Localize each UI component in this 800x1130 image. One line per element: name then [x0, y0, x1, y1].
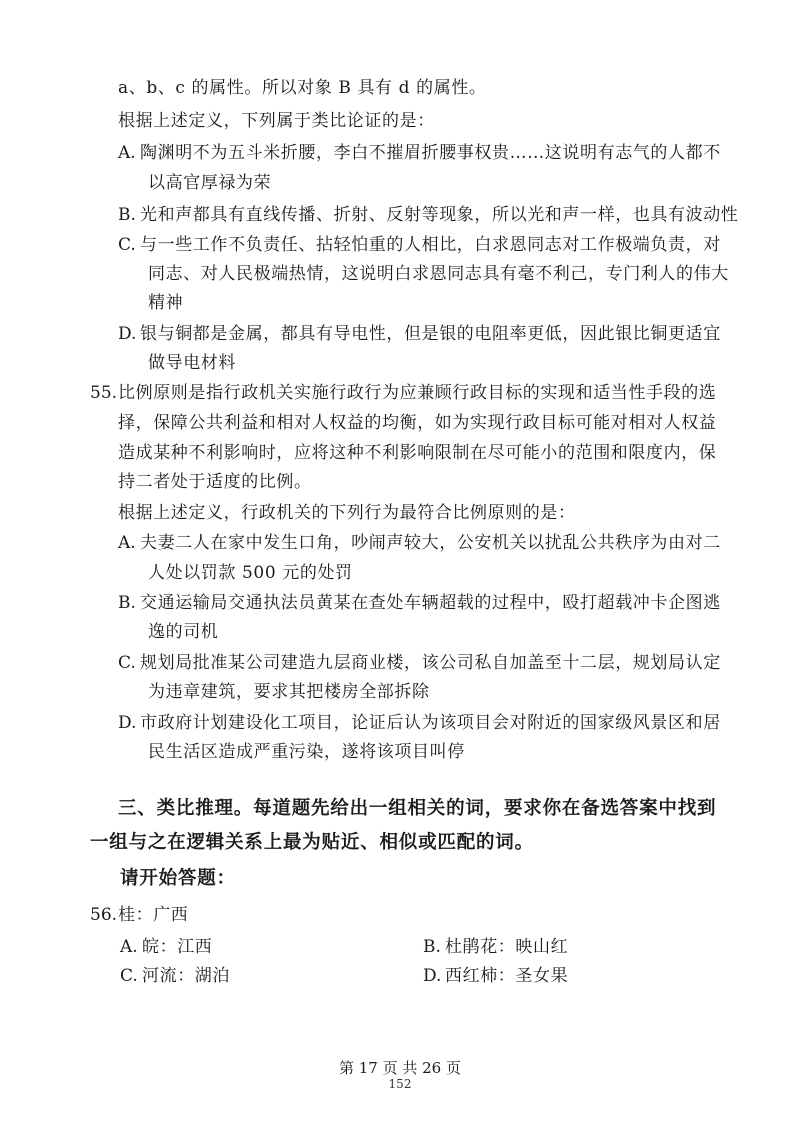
q56-option-d-text: 西红柿：圣女果	[445, 966, 569, 986]
q55-option-c-label: C.	[118, 653, 136, 673]
q55-option-a-label: A.	[118, 533, 136, 553]
q55-stem: 造成某种不利影响时，应将这种不利影响限制在尽可能小的范围和限度内，保	[118, 443, 717, 463]
q56-option-c-text: 河流：湖泊	[142, 966, 230, 986]
page-number: 第 17 页 共 26 页	[338, 1059, 461, 1077]
page-code: 152	[388, 1077, 412, 1091]
q54-option-c-text: 同志、对人民极端热情，这说明白求恩同志具有毫不利己，专门利人的伟大	[148, 264, 729, 284]
q54-option-a-text: 陶渊明不为五斗米折腰，李白不摧眉折腰事权贵……这说明有志气的人都不	[140, 143, 721, 163]
q56-option-c-label: C.	[120, 966, 138, 986]
q54-option-c-text: 与一些工作不负责任、拈轻怕重的人相比，白求恩同志对工作极端负责，对	[140, 235, 721, 255]
q55-option-a-text: 夫妻二人在家中发生口角，吵闹声较大，公安机关以扰乱公共秩序为由对二	[140, 533, 721, 553]
q54-option-a-text: 以高官厚禄为荣	[148, 173, 272, 193]
q54-option-d-text: 银与铜都是金属，都具有导电性，但是银的电阻率更低，因此银比铜更适宜	[140, 324, 721, 344]
q54-option-b-label: B.	[118, 205, 136, 225]
q54-stem-tail: a、b、c 的属性。所以对象 B 具有 d 的属性。	[118, 78, 487, 98]
q56-option-a-label: A.	[120, 937, 138, 957]
q56-number: 56.	[90, 905, 118, 925]
q55-option-c-text: 为违章建筑，要求其把楼房全部拆除	[148, 682, 430, 702]
q54-option-a-label: A.	[118, 143, 136, 163]
q55-option-b-label: B.	[118, 593, 136, 613]
q55-option-d-label: D.	[118, 713, 137, 733]
section-start-label: 请开始答题：	[120, 868, 236, 889]
q55-option-b-text: 交通运输局交通执法员黄某在查处车辆超载的过程中，殴打超载冲卡企图逃	[140, 593, 721, 613]
q54-option-c-label: C.	[118, 235, 136, 255]
q55-stem: 择，保障公共利益和相对人权益的均衡，如为实现行政目标可能对相对人权益	[118, 413, 717, 433]
q55-stem: 持二者处于适度的比例。	[118, 472, 312, 492]
q54-option-c-text: 精神	[148, 293, 184, 313]
q56-stem: 桂：广西	[118, 905, 189, 925]
q55-number: 55.	[90, 383, 118, 403]
q55-stem: 比例原则是指行政机关实施行政行为应兼顾行政目标的实现和适当性手段的选	[118, 383, 717, 403]
q55-option-c-text: 规划局批准某公司建造九层商业楼，该公司私自加盖至十二层，规划局认定	[140, 653, 721, 673]
q55-option-a-text: 人处以罚款 500 元的处罚	[148, 563, 353, 583]
q55-option-b-text: 逸的司机	[148, 622, 219, 642]
section-heading: 一组与之在逻辑关系上最为贴近、相似或匹配的词。	[90, 832, 534, 853]
q56-option-b-text: 杜鹃花：映山红	[445, 937, 569, 957]
q56-option-a-text: 皖：江西	[142, 937, 213, 957]
q55-option-d-text: 民生活区造成严重污染，遂将该项目叫停	[148, 742, 465, 762]
q54-prompt: 根据上述定义，下列属于类比论证的是：	[118, 111, 435, 131]
q55-prompt: 根据上述定义，行政机关的下列行为最符合比例原则的是：	[118, 503, 576, 523]
q54-option-d-text: 做导电材料	[148, 353, 236, 373]
q54-option-b-text: 光和声都具有直线传播、折射、反射等现象，所以光和声一样，也具有波动性	[140, 205, 739, 225]
q56-option-b-label: B.	[423, 937, 441, 957]
section-heading: 三、类比推理。每道题先给出一组相关的词，要求你在备选答案中找到	[118, 798, 717, 819]
q55-option-d-text: 市政府计划建设化工项目，论证后认为该项目会对附近的国家级风景区和居	[140, 713, 721, 733]
q56-option-d-label: D.	[423, 966, 442, 986]
q54-option-d-label: D.	[118, 324, 137, 344]
